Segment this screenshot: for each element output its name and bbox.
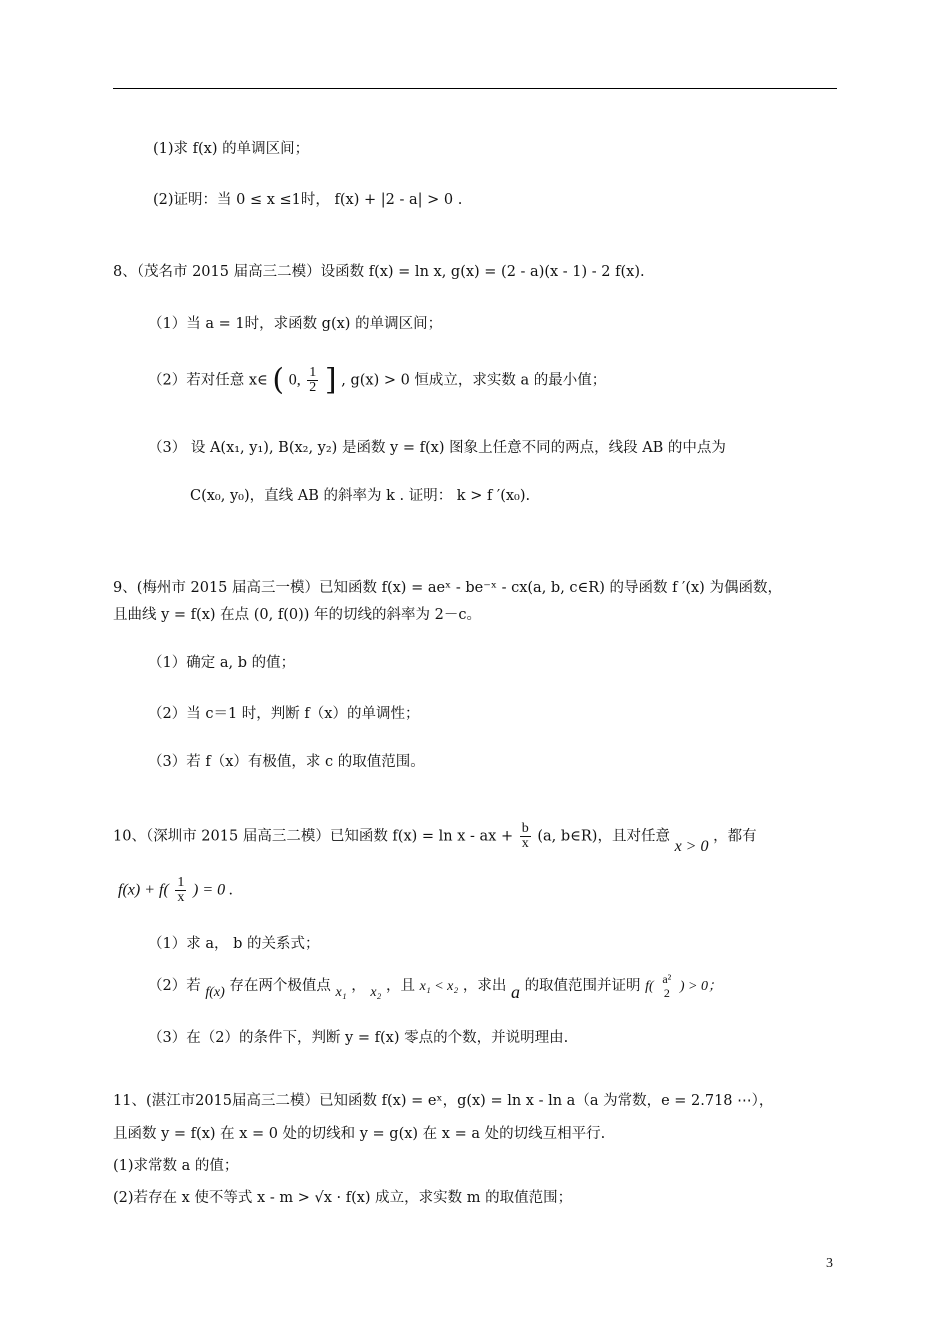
- q7-part1: (1)求 f(x) 的单调区间；: [153, 141, 310, 157]
- q10-part2-a: a: [510, 982, 520, 1002]
- q10-eq-left: f(x) + f(: [118, 881, 169, 899]
- q10-eq-right: ) = 0 .: [193, 881, 234, 899]
- q10-part2-text-e: ，求出: [462, 978, 507, 994]
- q9-part2: （2）当 c＝1 时，判断 f（x）的单调性；: [148, 706, 420, 722]
- q10-stem-text-c: ，都有: [713, 828, 757, 845]
- q8-interval-right-bracket: ]: [324, 362, 337, 398]
- q10-part2-text-f: 的取值范围并证明: [524, 978, 641, 994]
- q10-part2-fx: f(x): [205, 985, 225, 1000]
- q10-part2-num: a²: [662, 972, 672, 986]
- q10-equation: [118, 876, 233, 916]
- q7-part2: (2)证明：当 0 ≤ x ≤1时， f(x) + |2 - a| > 0 .: [153, 192, 463, 208]
- q10-part2-den: 2: [663, 986, 670, 1000]
- q8-fraction-num: 1: [309, 365, 317, 380]
- q9-stem: 9、(梅州市 2015 届高三一模）已知函数 f(x) = aeˣ - be⁻ˣ - cx(a, b, c∈R) 的导函数 f ′(x) 为偶函数，: [113, 580, 782, 596]
- q10-part2-text-c: ，: [351, 978, 366, 994]
- q8-part2: [148, 362, 607, 416]
- q9-stem-line2: 且曲线 y = f(x) 在点 (0, f(0)) 年的切线的斜率为 2－c。: [113, 607, 481, 623]
- q8-part2-text-a: （2）若对任意 x∈: [148, 372, 268, 389]
- q10-condition: x > 0: [674, 837, 709, 855]
- q10-part2-fraction: [660, 972, 673, 1000]
- q11-part2: (2)若存在 x 使不等式 x - m > √x · f(x) 成立，求实数 m 的取值范围；: [113, 1190, 573, 1206]
- q10-eq-den: x: [177, 890, 185, 905]
- q9-part3: （3）若 f（x）有极值，求 c 的取值范围。: [148, 754, 425, 770]
- q10-eq-num: 1: [177, 875, 185, 890]
- q8-part2-text-b: , g(x) > 0 恒成立，求实数 a 的最小值；: [341, 372, 607, 389]
- q10-part2-f: f(: [645, 979, 654, 994]
- q10-part3: （3）在（2）的条件下，判断 y = f(x) 零点的个数，并说明理由.: [148, 1030, 569, 1046]
- q10-part2-text-a: （2）若: [148, 978, 201, 994]
- q10-fraction-num: b: [521, 821, 529, 836]
- q10-part2-text-d: ，且: [386, 978, 416, 994]
- q8-part1: （1）当 a = 1时，求函数 g(x) 的单调区间；: [148, 316, 443, 332]
- q10-stem-text-a: 10、（深圳市 2015 届高三二模）已知函数 f(x) = ln x - ax +: [113, 828, 514, 845]
- q11-stem: 11、(湛江市2015届高三二模）已知函数 f(x) = eˣ，g(x) = ln x - ln a（a 为常数，e = 2.718 ⋯），: [113, 1093, 774, 1109]
- q10-part2-text-b: 存在两个极值点: [229, 978, 331, 994]
- q8-interval-fraction: [307, 366, 318, 395]
- q11-part1: (1)求常数 a 的值；: [113, 1158, 239, 1174]
- q9-part1: （1）确定 a, b 的值；: [148, 655, 296, 671]
- q10-fraction-den: x: [521, 836, 529, 851]
- header-rule: [113, 88, 837, 89]
- q10-part2-g: ) > 0；: [679, 979, 722, 994]
- q8-part3-line1: （3） 设 A(x₁, y₁), B(x₂, y₂) 是函数 y = f(x) 图象上任意不同的两点，线段 AB 的中点为: [148, 440, 726, 456]
- q10-eq-fraction: [175, 876, 186, 905]
- q10-part1: （1）求 a， b 的关系式；: [148, 936, 320, 952]
- q10-part2-x1: x₁: [335, 985, 347, 1000]
- q10-fraction-b-over-x: [520, 822, 531, 851]
- q10-stem-text-b: (a, b∈R)，且对任意: [537, 828, 670, 845]
- q8-interval-left: 0,: [288, 371, 301, 389]
- q10-part2: [148, 972, 722, 1016]
- q10-part2-compare: x₁ < x₂: [419, 979, 459, 994]
- q8-interval-left-bracket: (: [272, 362, 285, 398]
- q10-stem: [113, 822, 757, 862]
- q11-stem-line2: 且函数 y = f(x) 在 x = 0 处的切线和 y = g(x) 在 x = a 处的切线互相平行.: [113, 1126, 606, 1142]
- q10-part2-x2: x₂: [370, 985, 382, 1000]
- page-number: 3: [826, 1256, 833, 1271]
- q8-stem: 8、（茂名市 2015 届高三二模）设函数 f(x) = ln x, g(x) = (2 - a)(x - 1) - 2 f(x).: [113, 264, 645, 280]
- q8-part3-line2: C(x₀, y₀)，直线 AB 的斜率为 k . 证明： k > f ′(x₀).: [190, 488, 531, 504]
- q8-fraction-den: 2: [309, 380, 317, 395]
